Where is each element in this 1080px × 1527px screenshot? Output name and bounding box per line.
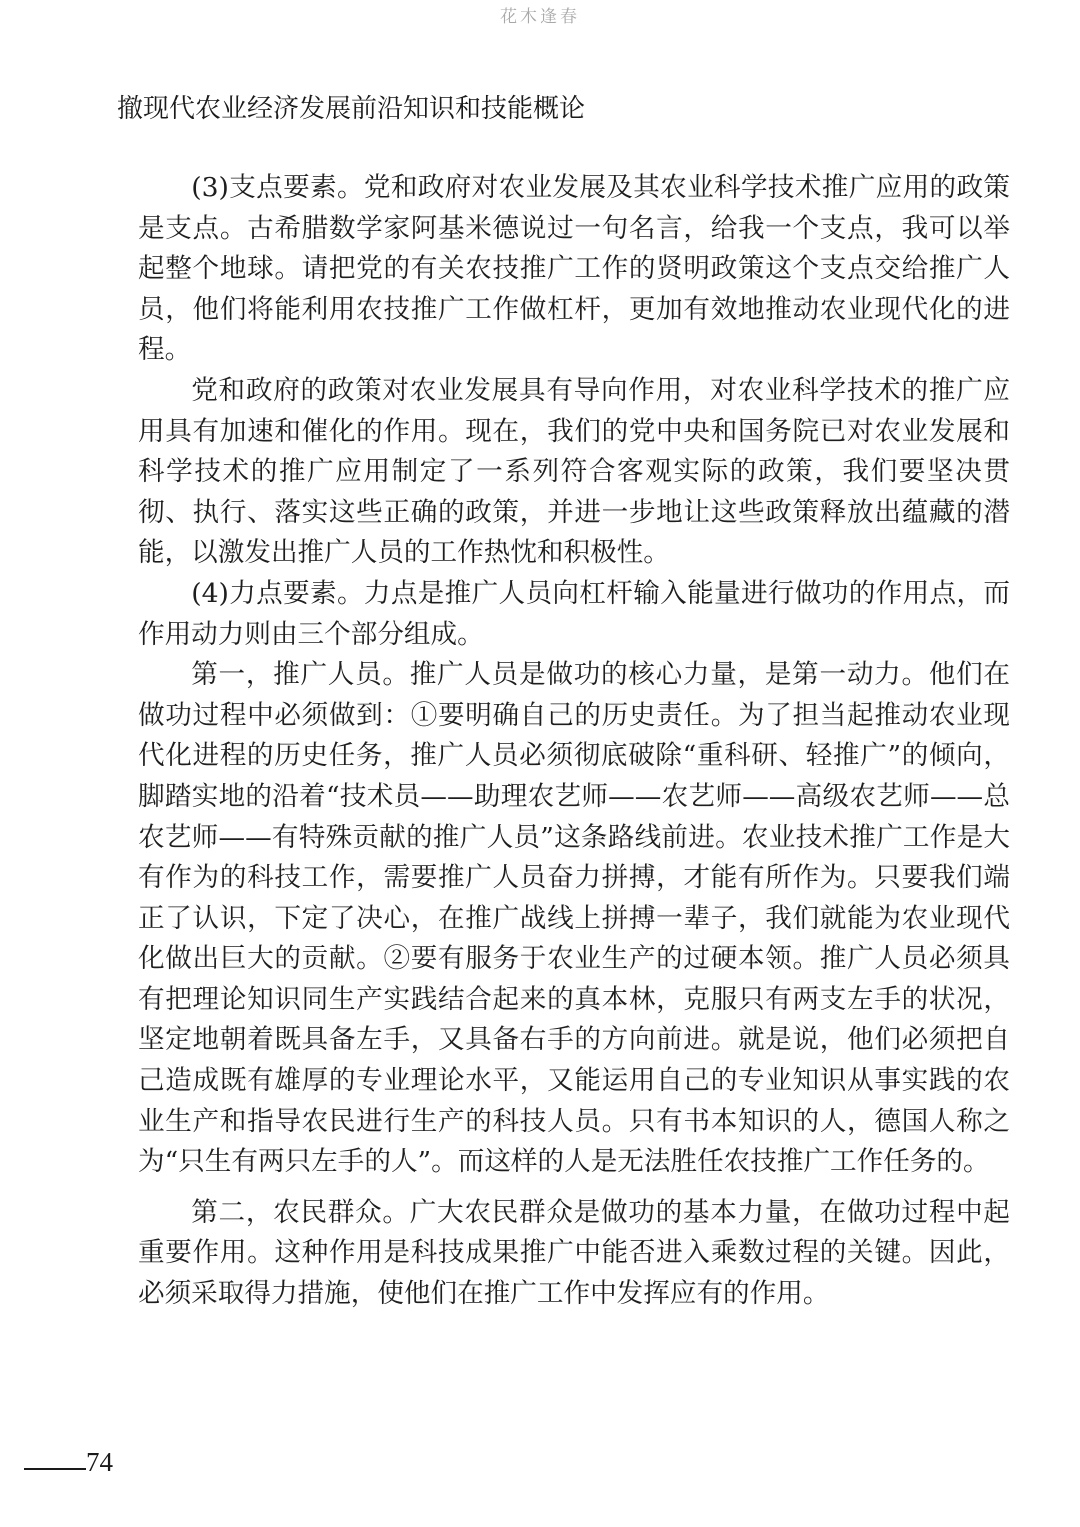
watermark-text: 花木逢春: [500, 7, 580, 27]
page-number: 74: [86, 1447, 113, 1477]
body-text: [138, 168, 1010, 1315]
paragraph-farmers: 第二，农民群众。广大农民群众是做功的基本力量，在做功过程中起重要作用。这种作用是科技成果推广中能否进入乘数过程的关键。因此，必须采取得力措施，使他们在推广工作中发挥应有的作用。: [138, 1196, 1010, 1310]
running-header-title: 撤现代农业经济发展前沿知识和技能概论: [117, 94, 586, 124]
paragraph-extension-staff: 第一，推广人员。推广人员是做功的核心力量，是第一动力。他们在做功过程中必须做到：①要明确自己的历史责任。为了担当起推动农业现代化进程的历史任务，推广人员必须彻底破除“重科研、轻推广”的倾向，脚踏实地的沿着“技术员——助理农艺师——农艺师——高级农艺师——总农艺师——有特殊贡献的推广人员”这条路线前进。农业技术推广工作是大有作为的科技工作，需要推广人员奋力拼搏，才能有所作为。只要我们端正了认识，下定了决心，在推广战线上拼搏一辈子，我们就能为农业现代化做出巨大的贡献。②要有服务于农业生产的过硬本领。推广人员必须具有把理论知识同生产实践结合起来的真本林，克服只有两支左手的状况，坚定地朝着既具备左手，又具备右手的方向前进。就是说，他们必须把自己造成既有雄厚的专业理论水平，又能运用自己的专业知识从事实践的农业生产和指导农民进行生产的科技人员。只有书本知识的人，德国人称之为“只生有两只左手的人”。而这样的人是无法胜任农技推广工作任务的。: [138, 659, 1010, 1178]
paragraph-policy: 党和政府的政策对农业发展具有导向作用，对农业科学技术的推广应用具有加速和催化的作用。现在，我们的党中央和国务院已对农业发展和科学技术的推广应用制定了一系列符合客观实际的政策，我们要坚决贯彻、执行、落实这些正确的政策，并进一步地让这些政策释放出蕴藏的潜能，以激发出推广人员的工作热忱和积极性。: [138, 374, 1010, 569]
paragraph-fulcrum: (3)支点要素。党和政府对农业发展及其农业科学技术推广应用的政策是支点。古希腊数学家阿基米德说过一句名言，给我一个支点，我可以举起整个地球。请把党的有关农技推广工作的贤明政策这个支点交给推广人员，他们将能利用农技推广工作做杠杆，更加有效地推动农业现代化的进程。: [138, 172, 1010, 366]
footer-rule: [24, 1468, 86, 1470]
paragraph-force-point: (4)力点要素。力点是推广人员向杠杆输入能量进行做功的作用点，而作用动力则由三个部分组成。: [138, 577, 1010, 650]
